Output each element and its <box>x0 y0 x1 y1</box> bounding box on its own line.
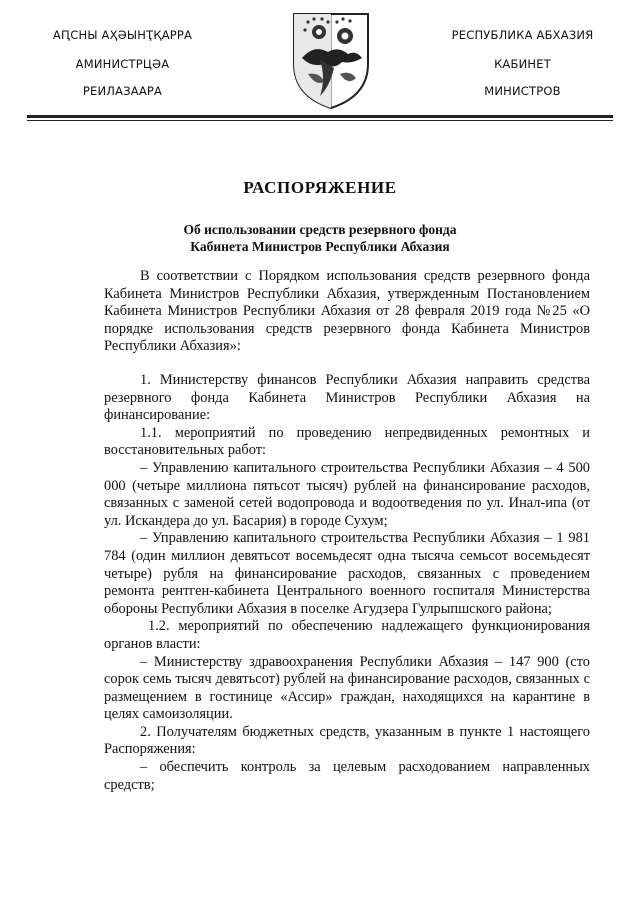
paragraph-2-a: – обеспечить контроль за целевым расходованием направленных средств; <box>104 759 590 793</box>
paragraph-1-1: 1.1. мероприятий по проведению непредвиденных ремонтных и восстановительных работ: <box>104 424 590 459</box>
paragraph-1-2: 1.2. мероприятий по обеспечению надлежащего функционирования органов власти: <box>104 618 590 652</box>
paragraph-1-1-b: – Управлению капитального строительства Республики Абхазия – 1 981 784 (один миллион девятьсот восемьдесят одна тысяча семьсот восемьдесят четыре) рубля на финансирование расходов, связанных с проведением ремонта рентген-кабинета Центрального военного госпиталя Министерства обороны Республики Абхазия в поселке Агудзера Гулрыпшского района; <box>104 530 590 617</box>
paragraph-1-1-a: – Управлению капитального строительства Республики Абхазия – 4 500 000 (четыре миллиона пятьсот тысяч) рублей на финансирование расходов, связанных с заменой сетей водопровода и водоотведения по ул. Инал-ипа (от ул. Искандера до ул. Басария) в городе Сухум; <box>104 459 590 529</box>
header-divider-thick <box>27 115 613 118</box>
paragraph-2: 2. Получателям бюджетных средств, указанным в пункте 1 настоящего Распоряжения: <box>104 723 590 758</box>
coat-of-arms-icon <box>290 8 372 110</box>
paragraph-1-2-a: – Министерству здравоохранения Республики Абхазия – 147 900 (сто сорок семь тысяч девятьсот) рублей на финансирование расходов, связанных с размещением в гостинице «Ассир» граждан, находящихся на карантине в целях самоизоляции. <box>104 653 590 723</box>
header-left-line-2: АМИНИСТРЦӘА <box>75 57 170 71</box>
section-1 <box>104 372 590 794</box>
header-divider-thin <box>27 120 613 121</box>
header-right-line-2: КАБИНЕТ <box>494 57 551 71</box>
paragraph-intro <box>104 268 590 356</box>
header-right-line-1: РЕСПУБЛИКА АБХАЗИЯ <box>451 28 594 42</box>
paragraph-intro-text: В соответствии с Порядком использования средств резервного фонда Кабинета Министров Республики Абхазия, утвержденным Постановлением Кабинета Министров Республики Абхазия от 28 февраля 2019 года №25 «О порядке использования средств резервного фонда Кабинета Министров Республики Абхазия»: <box>104 268 590 355</box>
header-right-line-3: МИНИСТРОВ <box>484 84 561 98</box>
document-title: РАСПОРЯЖЕНИЕ <box>243 178 397 197</box>
header-left-line-1: АԤСНЫ АҲӘЫНҬҚАРРА <box>52 28 193 42</box>
paragraph-1: 1. Министерству финансов Республики Абхазия направить средства резервного фонда Кабинета Министров Республики Абхазия на финансирование: <box>104 372 590 424</box>
header-left-line-3: РЕИЛАЗААРА <box>82 84 163 98</box>
document-subtitle-line-1: Об использовании средств резервного фонда <box>183 222 457 237</box>
document-subtitle-line-2: Кабинета Министров Республики Абхазия <box>190 239 450 254</box>
